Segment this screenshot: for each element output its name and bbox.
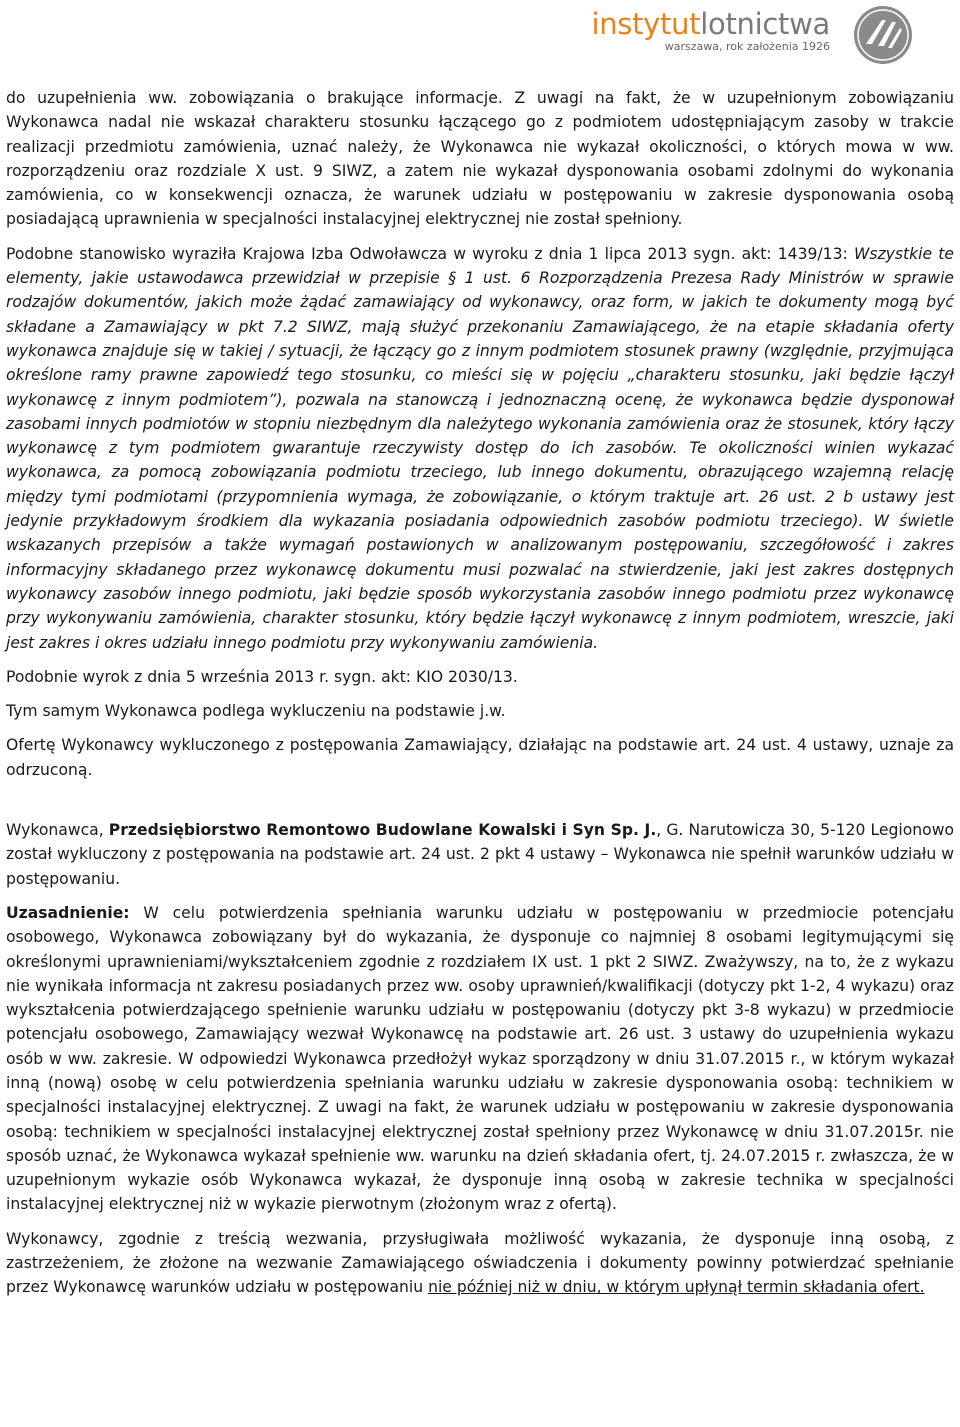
logo-subtitle: warszawa, rok założenia 1926 (664, 40, 830, 53)
paragraph-contractor-excluded (6, 818, 954, 891)
final-underlined: nie później niż w dniu, w którym upłynął termin składania ofert. (428, 1278, 925, 1297)
citation-lead: Podobne stanowisko wyraziła Krajowa Izba Odwoławcza w wyroku z dnia 1 lipca 2013 sygn. akt: 1439/13: (6, 244, 854, 263)
contractor-rest: , G. Narutowicza 30, 5-120 Legionowo został wykluczony z postępowania na podstawie art. 24 ust. 2 pkt 4 ustawy – Wykonawca nie spełnił warunków udziału w postępowaniu. (6, 821, 955, 888)
institute-emblem-icon (852, 4, 914, 66)
document-body (6, 86, 954, 1300)
citation-quote: Wszystkie te elementy, jakie ustawodawca przewidział w przepisie § 1 ust. 6 Rozporządzenia Prezesa Rady Ministrów w sprawie rodzajów dokumentów, jakich może żądać zamawiający od wykonawcy, oraz form, w jakich te dokumenty mogą być składane a Zamawiający w pkt 7.2 SIWZ, mają służyć przekonaniu Zamawiającego, że na etapie składania oferty wykonawca znajduje się w takiej / sytuacji, że łączący go z innym podmiotem stosunek prawny (względnie, przyjmująca określone ramy prawne zapowiedź tego stosunku, co mieści się w pojęciu „charakteru stosunku, jaki będzie łączył wykonawcę z innym podmiotem”), pozwala na stanowczą i jednoznaczną ocenę, że wykonawca będzie dysponował zasobami innych podmiotów w stopniu niezbędnym dla należytego wykonania zamówienia oraz że stosunek, który łączy wykonawcę z tym podmiotem gwarantuje rzeczywisty dostęp do ich zasobów. Te okoliczności winien wykazać wykonawca, za pomocą zobowiązania podmiotu trzeciego, lub innego dokumentu, obrazującego wzajemną relację między tymi podmiotami (przypomnienia wymaga, że zobowiązanie, o którym traktuje art. 26 ust. 2 b ustawy jest jedynie przykładowym środkiem dla wykazania posiadania odpowiednich zasobów podmiotu trzeciego). W świetle wskazanych przepisów a także wymagań postawionych w analizowanym postępowaniu, szczegółowość i zakres informacyjny składanego przez wykonawcę dokumentu musi pozwalać na stwierdzenie, jaki jest zakres dostępnych wykonawcy zasobów innego podmiotu, jaki będzie sposób wykorzystania zasobów innego podmiotu przez wykonawcę przy wykonywaniu zamówienia, charakter stosunku, który będzie łączył wykonawcę z innym podmiotem, wreszcie, jaki jest zakres i okres udziału innego podmiotu przy wykonywaniu zamówienia. (6, 244, 954, 652)
paragraph-1: do uzupełnienia ww. zobowiązania o brakujące informacje. Z uwagi na fakt, że w uzupełnionym zobowiązaniu Wykonawca nadal nie wskazał charakteru stosunku łączącego go z podmiotem udostępniającym zasoby w trakcie realizacji przedmiotu zamówienia, uznać należy, że Wykonawca nie wykazał okoliczności, o których mowa w ww. rozporządzeniu oraz rozdziale X ust. 9 SIWZ, a zatem nie wykazał dysponowania osobami zdolnymi do wykonania zamówienia, co w konsekwencji oznacza, że warunek udziału w postępowaniu w zakresie dysponowania osobą posiadającą uprawnienia w specjalności instalacyjnej elektrycznej nie został spełniony. (6, 89, 954, 229)
paragraph-final (6, 1227, 954, 1300)
paragraph-kio-citation (6, 242, 954, 655)
logo-name-part1: instytut (591, 7, 701, 41)
justification-label: Uzasadnienie: (6, 903, 130, 922)
logo-wordmark (591, 6, 830, 53)
justification-text: W celu potwierdzenia spełniania warunku udziału w postępowaniu w przedmiocie potencjału osobowego, Wykonawca zobowiązany był do wykazania, że dysponuje co najmniej 8 osobami legitymującymi się określonymi uprawnieniami/wykształceniem zgodnie z rozdziałem IX ust. 1 pkt 2 SIWZ. Zważywszy, na to, że z wykazu nie wynikała informacja nt zakresu posiadanych przez ww. osoby uprawnień/kwalifikacji (dotyczy pkt 1-2, 4 wykazu) oraz wykształcenia potwierdzającego spełnienie warunku udziału w postępowaniu (dotyczy pkt 3-8 wykazu) w przedmiocie potencjału osobowego, Zamawiający wezwał Wykonawcę na podstawie art. 26 ust. 3 ustawy do uzupełnienia wykazu osób w ww. zakresie. W odpowiedzi Wykonawca przedłożył wykaz sporządzony w dniu 31.07.2015 r., w którym wykazał inną (nową) osobę w celu potwierdzenia spełniania warunku udziału w zakresie dysponowania osobą: technikiem w specjalności instalacyjnej elektrycznej. Z uwagi na fakt, że warunek udziału w postępowaniu w zakresie dysponowania osobą: technikiem w specjalności instalacyjnej elektrycznej został spełniony przez Wykonawcę w dniu 31.07.2015r. nie sposób uznać, że Wykonawca wykazał spełnienie ww. warunku na dzień składania ofert, tj. 24.07.2015 r. zwłaszcza, że w uzupełnionym wykazie osób Wykonawca wykazał, że dysponuje inną osobą w zakresie technika w specjalności instalacyjnej elektrycznej niż w wykazie pierwotnym (złożonym wraz z ofertą). (6, 903, 954, 1214)
final-text: Wykonawcy, zgodnie z treścią wezwania, przysługiwała możliwość wykazania, że dysponuje inną osobą, z zastrzeżeniem, że złożone na wezwanie Zamawiającego oświadczenia i dokumenty powinny potwierdzać spełnianie przez Wykonawcę warunków udziału w postępowaniu (6, 1229, 954, 1297)
paragraph-similar-ruling: Podobnie wyrok z dnia 5 września 2013 r. sygn. akt: KIO 2030/13. (6, 667, 518, 686)
paragraph-exclusion: Tym samym Wykonawca podlega wykluczeniu na podstawie j.w. (6, 702, 506, 721)
paragraph-rejection: Ofertę Wykonawcy wykluczonego z postępowania Zamawiający, działając na podstawie art. 24 ust. 4 ustawy, uznaje za odrzuconą. (6, 736, 954, 779)
page-header (560, 0, 960, 68)
paragraph-justification (6, 901, 954, 1217)
logo-name-part2: lotnictwa (700, 7, 830, 41)
contractor-name: Przedsiębiorstwo Remontowo Budowlane Kowalski i Syn Sp. J. (108, 821, 657, 840)
contractor-lead: Wykonawca, (6, 821, 109, 840)
logo-name (591, 6, 830, 42)
